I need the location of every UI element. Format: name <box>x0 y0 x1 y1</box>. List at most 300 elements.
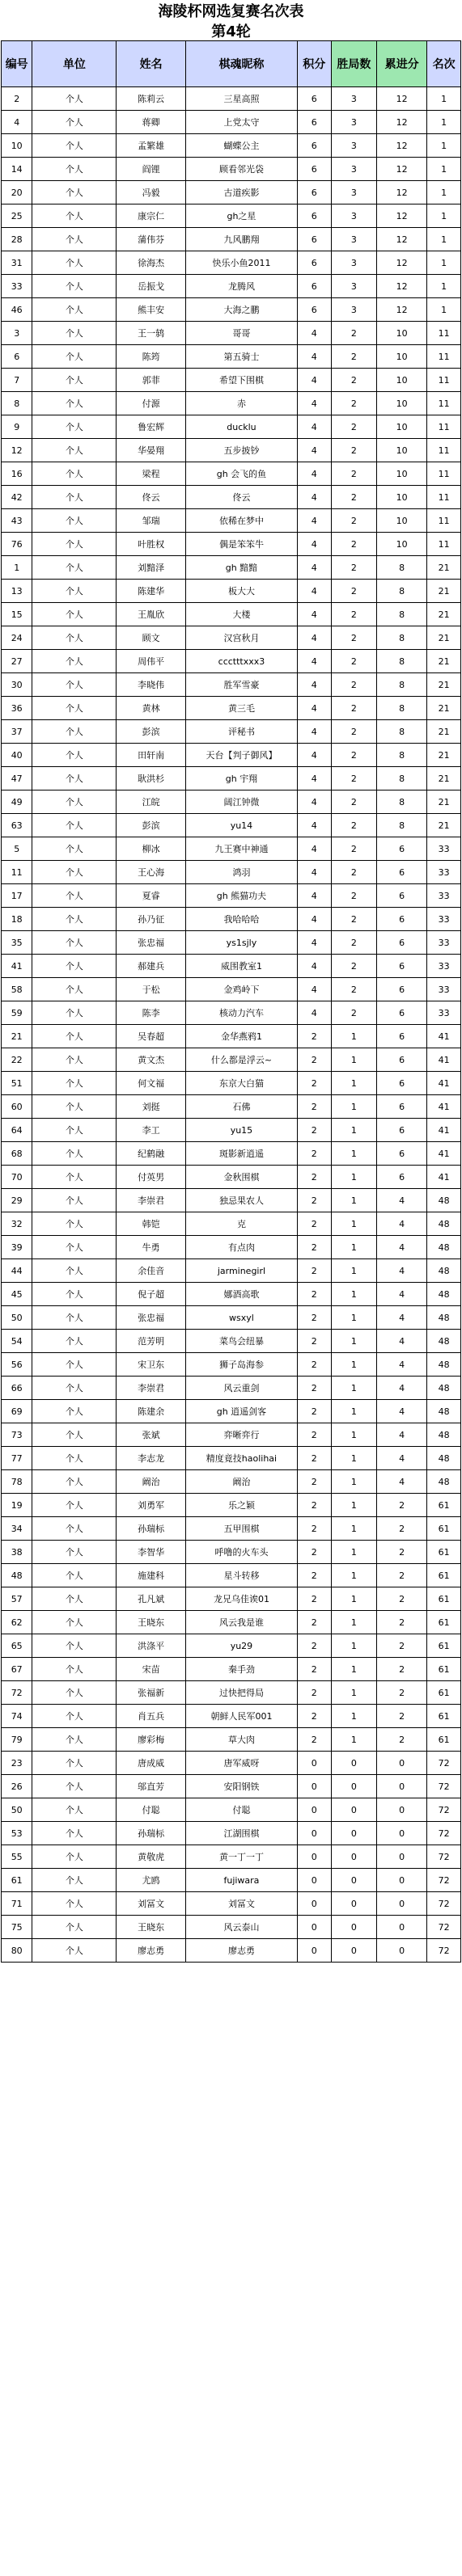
cell-wins: 3 <box>331 111 376 134</box>
cell-nickname: gh 逍遥剑客 <box>186 1400 298 1423</box>
cell-wins: 1 <box>331 1611 376 1634</box>
cell-rank: 11 <box>427 322 461 345</box>
cell-name: 王一鸫 <box>117 322 186 345</box>
cell-progressive: 2 <box>377 1658 427 1681</box>
cell-wins: 1 <box>331 1283 376 1306</box>
cell-points: 4 <box>297 462 331 486</box>
cell-unit: 个人 <box>32 345 117 369</box>
cell-wins: 2 <box>331 462 376 486</box>
cell-unit: 个人 <box>32 486 117 509</box>
cell-points: 4 <box>297 533 331 556</box>
cell-rank: 1 <box>427 134 461 158</box>
cell-nickname: fujiwara <box>186 1869 298 1892</box>
cell-progressive: 2 <box>377 1587 427 1611</box>
cell-id: 63 <box>2 814 32 837</box>
cell-wins: 0 <box>331 1822 376 1845</box>
cell-rank: 72 <box>427 1869 461 1892</box>
table-row <box>2 1892 461 1916</box>
cell-points: 2 <box>297 1353 331 1377</box>
cell-name: 牛勇 <box>117 1236 186 1259</box>
cell-rank: 61 <box>427 1564 461 1587</box>
cell-nickname: 五甲围棋 <box>186 1517 298 1541</box>
cell-rank: 72 <box>427 1939 461 1963</box>
cell-unit: 个人 <box>32 580 117 603</box>
cell-nickname: ccctttxxx3 <box>186 650 298 673</box>
cell-rank: 72 <box>427 1845 461 1869</box>
cell-id: 75 <box>2 1916 32 1939</box>
cell-rank: 41 <box>427 1072 461 1095</box>
cell-name: 张福新 <box>117 1681 186 1705</box>
cell-name: 蒲伟芬 <box>117 228 186 251</box>
cell-wins: 2 <box>331 322 376 345</box>
cell-name: 李智华 <box>117 1541 186 1564</box>
cell-unit: 个人 <box>32 1705 117 1728</box>
table-row <box>2 673 461 697</box>
table-row <box>2 1142 461 1166</box>
cell-nickname: 核动力汽车 <box>186 1001 298 1025</box>
table-row <box>2 1564 461 1587</box>
cell-progressive: 8 <box>377 556 427 580</box>
cell-id: 17 <box>2 884 32 908</box>
cell-rank: 21 <box>427 626 461 650</box>
table-body <box>2 87 461 1963</box>
cell-progressive: 0 <box>377 1822 427 1845</box>
cell-progressive: 2 <box>377 1705 427 1728</box>
cell-points: 2 <box>297 1189 331 1212</box>
cell-name: 黄文杰 <box>117 1048 186 1072</box>
cell-name: 陈李 <box>117 1001 186 1025</box>
table-row <box>2 884 461 908</box>
cell-unit: 个人 <box>32 1939 117 1963</box>
table-row <box>2 1072 461 1095</box>
cell-nickname: 娜酒高歌 <box>186 1283 298 1306</box>
cell-nickname: 江湖围棋 <box>186 1822 298 1845</box>
cell-progressive: 12 <box>377 134 427 158</box>
cell-nickname: 蝴蝶公主 <box>186 134 298 158</box>
cell-points: 4 <box>297 697 331 720</box>
table-row <box>2 1822 461 1845</box>
cell-name: 洪涤平 <box>117 1634 186 1658</box>
cell-points: 0 <box>297 1869 331 1892</box>
cell-nickname: 过快把得局 <box>186 1681 298 1705</box>
cell-name: 唐成威 <box>117 1752 186 1775</box>
table-row <box>2 1845 461 1869</box>
cell-rank: 21 <box>427 814 461 837</box>
cell-id: 67 <box>2 1658 32 1681</box>
cell-points: 4 <box>297 626 331 650</box>
cell-id: 21 <box>2 1025 32 1048</box>
cell-id: 40 <box>2 744 32 767</box>
table-row <box>2 1283 461 1306</box>
cell-nickname: 黄三毛 <box>186 697 298 720</box>
cell-unit: 个人 <box>32 1728 117 1752</box>
cell-rank: 72 <box>427 1916 461 1939</box>
cell-rank: 48 <box>427 1353 461 1377</box>
cell-wins: 0 <box>331 1775 376 1798</box>
cell-progressive: 8 <box>377 720 427 744</box>
cell-points: 4 <box>297 978 331 1001</box>
table-row <box>2 369 461 392</box>
cell-points: 6 <box>297 228 331 251</box>
cell-nickname: 评秘书 <box>186 720 298 744</box>
cell-unit: 个人 <box>32 509 117 533</box>
cell-wins: 1 <box>331 1072 376 1095</box>
cell-name: 刘冨文 <box>117 1892 186 1916</box>
cell-nickname: 克 <box>186 1212 298 1236</box>
cell-wins: 0 <box>331 1916 376 1939</box>
cell-name: 郭菲 <box>117 369 186 392</box>
cell-rank: 1 <box>427 158 461 181</box>
cell-id: 11 <box>2 861 32 884</box>
cell-unit: 个人 <box>32 134 117 158</box>
cell-points: 2 <box>297 1447 331 1470</box>
cell-rank: 11 <box>427 509 461 533</box>
cell-unit: 个人 <box>32 1892 117 1916</box>
cell-name: 倪子超 <box>117 1283 186 1306</box>
table-row <box>2 462 461 486</box>
cell-id: 79 <box>2 1728 32 1752</box>
cell-nickname: 廖志勇 <box>186 1939 298 1963</box>
cell-nickname: 狮子岛海参 <box>186 1353 298 1377</box>
cell-rank: 41 <box>427 1142 461 1166</box>
table-row <box>2 181 461 204</box>
cell-wins: 3 <box>331 181 376 204</box>
cell-id: 6 <box>2 345 32 369</box>
cell-unit: 个人 <box>32 1822 117 1845</box>
cell-progressive: 8 <box>377 603 427 626</box>
cell-nickname: 风云重剑 <box>186 1377 298 1400</box>
cell-progressive: 6 <box>377 978 427 1001</box>
cell-rank: 11 <box>427 345 461 369</box>
cell-wins: 1 <box>331 1587 376 1611</box>
cell-nickname: 弈晰弈行 <box>186 1423 298 1447</box>
cell-wins: 2 <box>331 392 376 415</box>
cell-unit: 个人 <box>32 556 117 580</box>
cell-id: 59 <box>2 1001 32 1025</box>
cell-points: 2 <box>297 1517 331 1541</box>
cell-id: 20 <box>2 181 32 204</box>
cell-wins: 3 <box>331 158 376 181</box>
cell-unit: 个人 <box>32 673 117 697</box>
cell-id: 46 <box>2 298 32 322</box>
cell-points: 4 <box>297 603 331 626</box>
cell-name: 宋卫东 <box>117 1353 186 1377</box>
cell-wins: 1 <box>331 1353 376 1377</box>
cell-unit: 个人 <box>32 533 117 556</box>
cell-unit: 个人 <box>32 1142 117 1166</box>
cell-progressive: 4 <box>377 1236 427 1259</box>
cell-progressive: 12 <box>377 251 427 275</box>
cell-progressive: 0 <box>377 1845 427 1869</box>
cell-nickname: 呼噜的火车头 <box>186 1541 298 1564</box>
cell-progressive: 12 <box>377 111 427 134</box>
table-row <box>2 1189 461 1212</box>
cell-nickname: 赤 <box>186 392 298 415</box>
cell-nickname: 金秋围棋 <box>186 1166 298 1189</box>
cell-wins: 1 <box>331 1259 376 1283</box>
cell-wins: 2 <box>331 486 376 509</box>
table-row <box>2 837 461 861</box>
cell-name: 华晏翔 <box>117 439 186 462</box>
cell-unit: 个人 <box>32 462 117 486</box>
table-row <box>2 697 461 720</box>
cell-unit: 个人 <box>32 111 117 134</box>
cell-progressive: 8 <box>377 744 427 767</box>
cell-name: 徐海杰 <box>117 251 186 275</box>
cell-points: 2 <box>297 1306 331 1330</box>
cell-points: 2 <box>297 1564 331 1587</box>
cell-progressive: 8 <box>377 767 427 791</box>
cell-progressive: 0 <box>377 1775 427 1798</box>
cell-rank: 11 <box>427 533 461 556</box>
cell-name: 夏睿 <box>117 884 186 908</box>
cell-points: 0 <box>297 1752 331 1775</box>
cell-name: 张忠福 <box>117 1306 186 1330</box>
table-row <box>2 486 461 509</box>
cell-id: 14 <box>2 158 32 181</box>
cell-points: 4 <box>297 486 331 509</box>
cell-wins: 3 <box>331 275 376 298</box>
table-row <box>2 1611 461 1634</box>
cell-name: 范芳明 <box>117 1330 186 1353</box>
cell-id: 26 <box>2 1775 32 1798</box>
cell-name: 廖彩梅 <box>117 1728 186 1752</box>
table-row <box>2 1447 461 1470</box>
cell-unit: 个人 <box>32 369 117 392</box>
cell-wins: 1 <box>331 1189 376 1212</box>
cell-nickname: 威围教室1 <box>186 955 298 978</box>
cell-points: 0 <box>297 1798 331 1822</box>
cell-progressive: 2 <box>377 1494 427 1517</box>
cell-id: 44 <box>2 1259 32 1283</box>
table-row <box>2 1939 461 1963</box>
cell-points: 2 <box>297 1048 331 1072</box>
cell-id: 65 <box>2 1634 32 1658</box>
cell-wins: 2 <box>331 650 376 673</box>
title-line2: 第4轮 <box>211 23 251 40</box>
cell-name: 廖志勇 <box>117 1939 186 1963</box>
cell-nickname: 斑影新逍遥 <box>186 1142 298 1166</box>
cell-points: 2 <box>297 1494 331 1517</box>
cell-id: 7 <box>2 369 32 392</box>
cell-wins: 2 <box>331 955 376 978</box>
cell-wins: 1 <box>331 1705 376 1728</box>
cell-rank: 21 <box>427 744 461 767</box>
cell-progressive: 6 <box>377 884 427 908</box>
cell-rank: 72 <box>427 1775 461 1798</box>
cell-unit: 个人 <box>32 1400 117 1423</box>
cell-progressive: 10 <box>377 392 427 415</box>
cell-wins: 2 <box>331 580 376 603</box>
cell-nickname: 安阳钢铁 <box>186 1775 298 1798</box>
cell-points: 2 <box>297 1166 331 1189</box>
cell-unit: 个人 <box>32 1634 117 1658</box>
cell-rank: 41 <box>427 1048 461 1072</box>
cell-points: 2 <box>297 1259 331 1283</box>
cell-points: 0 <box>297 1892 331 1916</box>
cell-wins: 3 <box>331 204 376 228</box>
cell-wins: 0 <box>331 1798 376 1822</box>
cell-unit: 个人 <box>32 767 117 791</box>
cell-wins: 2 <box>331 509 376 533</box>
cell-name: 江皖 <box>117 791 186 814</box>
cell-wins: 1 <box>331 1166 376 1189</box>
cell-progressive: 6 <box>377 861 427 884</box>
cell-nickname: 三星高照 <box>186 87 298 111</box>
cell-progressive: 12 <box>377 298 427 322</box>
cell-unit: 个人 <box>32 791 117 814</box>
cell-name: 刘黯泽 <box>117 556 186 580</box>
cell-name: 张斌 <box>117 1423 186 1447</box>
cell-progressive: 0 <box>377 1892 427 1916</box>
table-row <box>2 931 461 955</box>
cell-unit: 个人 <box>32 1377 117 1400</box>
cell-wins: 0 <box>331 1939 376 1963</box>
cell-nickname: gh 会飞的鱼 <box>186 462 298 486</box>
cell-points: 2 <box>297 1330 331 1353</box>
cell-rank: 61 <box>427 1681 461 1705</box>
cell-progressive: 6 <box>377 908 427 931</box>
cell-points: 2 <box>297 1377 331 1400</box>
cell-nickname: gh 黯黯 <box>186 556 298 580</box>
cell-unit: 个人 <box>32 955 117 978</box>
header-id: 编号 <box>2 41 32 87</box>
cell-rank: 1 <box>427 251 461 275</box>
cell-id: 47 <box>2 767 32 791</box>
cell-wins: 1 <box>331 1377 376 1400</box>
cell-rank: 21 <box>427 650 461 673</box>
cell-unit: 个人 <box>32 837 117 861</box>
cell-wins: 2 <box>331 861 376 884</box>
cell-progressive: 8 <box>377 626 427 650</box>
cell-nickname: 天台【判子御风】 <box>186 744 298 767</box>
table-row <box>2 1587 461 1611</box>
cell-points: 6 <box>297 87 331 111</box>
table-row <box>2 439 461 462</box>
cell-rank: 21 <box>427 556 461 580</box>
cell-wins: 1 <box>331 1517 376 1541</box>
cell-points: 2 <box>297 1587 331 1611</box>
cell-progressive: 6 <box>377 1072 427 1095</box>
cell-unit: 个人 <box>32 1775 117 1798</box>
cell-rank: 48 <box>427 1212 461 1236</box>
cell-unit: 个人 <box>32 1564 117 1587</box>
table-row <box>2 415 461 439</box>
cell-rank: 61 <box>427 1658 461 1681</box>
cell-id: 70 <box>2 1166 32 1189</box>
cell-progressive: 4 <box>377 1447 427 1470</box>
cell-wins: 1 <box>331 1142 376 1166</box>
cell-nickname: ducklu <box>186 415 298 439</box>
cell-nickname: 顾看邻光袋 <box>186 158 298 181</box>
cell-points: 0 <box>297 1775 331 1798</box>
cell-progressive: 6 <box>377 1142 427 1166</box>
cell-wins: 2 <box>331 415 376 439</box>
cell-nickname: jarminegirl <box>186 1259 298 1283</box>
table-row <box>2 1752 461 1775</box>
cell-progressive: 6 <box>377 837 427 861</box>
cell-nickname: 秦手劲 <box>186 1658 298 1681</box>
cell-wins: 1 <box>331 1025 376 1048</box>
cell-progressive: 8 <box>377 580 427 603</box>
table-row <box>2 1166 461 1189</box>
table-row <box>2 791 461 814</box>
cell-id: 37 <box>2 720 32 744</box>
cell-wins: 2 <box>331 791 376 814</box>
cell-id: 9 <box>2 415 32 439</box>
cell-points: 4 <box>297 884 331 908</box>
cell-unit: 个人 <box>32 275 117 298</box>
cell-rank: 21 <box>427 791 461 814</box>
cell-unit: 个人 <box>32 908 117 931</box>
cell-wins: 2 <box>331 556 376 580</box>
cell-unit: 个人 <box>32 158 117 181</box>
cell-wins: 0 <box>331 1845 376 1869</box>
cell-id: 31 <box>2 251 32 275</box>
cell-id: 5 <box>2 837 32 861</box>
cell-id: 62 <box>2 1611 32 1634</box>
cell-name: 李工 <box>117 1119 186 1142</box>
cell-nickname: 第五骑士 <box>186 345 298 369</box>
cell-points: 6 <box>297 298 331 322</box>
cell-points: 2 <box>297 1728 331 1752</box>
table-row <box>2 1517 461 1541</box>
cell-name: 施建科 <box>117 1564 186 1587</box>
table-row <box>2 1634 461 1658</box>
header-points: 积分 <box>297 41 331 87</box>
cell-name: 鲁宏辉 <box>117 415 186 439</box>
cell-wins: 1 <box>331 1634 376 1658</box>
cell-rank: 1 <box>427 111 461 134</box>
cell-id: 43 <box>2 509 32 533</box>
cell-rank: 11 <box>427 486 461 509</box>
table-row <box>2 626 461 650</box>
cell-progressive: 10 <box>377 322 427 345</box>
cell-wins: 0 <box>331 1752 376 1775</box>
cell-progressive: 2 <box>377 1564 427 1587</box>
cell-progressive: 4 <box>377 1189 427 1212</box>
cell-unit: 个人 <box>32 181 117 204</box>
table-row <box>2 1541 461 1564</box>
cell-points: 4 <box>297 955 331 978</box>
cell-name: 张忠福 <box>117 931 186 955</box>
cell-unit: 个人 <box>32 1119 117 1142</box>
cell-points: 4 <box>297 392 331 415</box>
cell-name: 耿洪杉 <box>117 767 186 791</box>
cell-unit: 个人 <box>32 1283 117 1306</box>
cell-rank: 61 <box>427 1611 461 1634</box>
cell-nickname: 草大肉 <box>186 1728 298 1752</box>
cell-rank: 21 <box>427 603 461 626</box>
cell-progressive: 4 <box>377 1423 427 1447</box>
cell-wins: 2 <box>331 533 376 556</box>
cell-wins: 2 <box>331 767 376 791</box>
cell-id: 12 <box>2 439 32 462</box>
cell-progressive: 4 <box>377 1330 427 1353</box>
cell-progressive: 6 <box>377 955 427 978</box>
table-row <box>2 1259 461 1283</box>
cell-nickname: 上党太守 <box>186 111 298 134</box>
cell-nickname: ys1sjly <box>186 931 298 955</box>
cell-progressive: 6 <box>377 1095 427 1119</box>
cell-id: 58 <box>2 978 32 1001</box>
cell-name: 李崇君 <box>117 1377 186 1400</box>
cell-progressive: 10 <box>377 462 427 486</box>
cell-wins: 3 <box>331 228 376 251</box>
cell-name: 王晓东 <box>117 1611 186 1634</box>
cell-rank: 33 <box>427 908 461 931</box>
table-row <box>2 345 461 369</box>
